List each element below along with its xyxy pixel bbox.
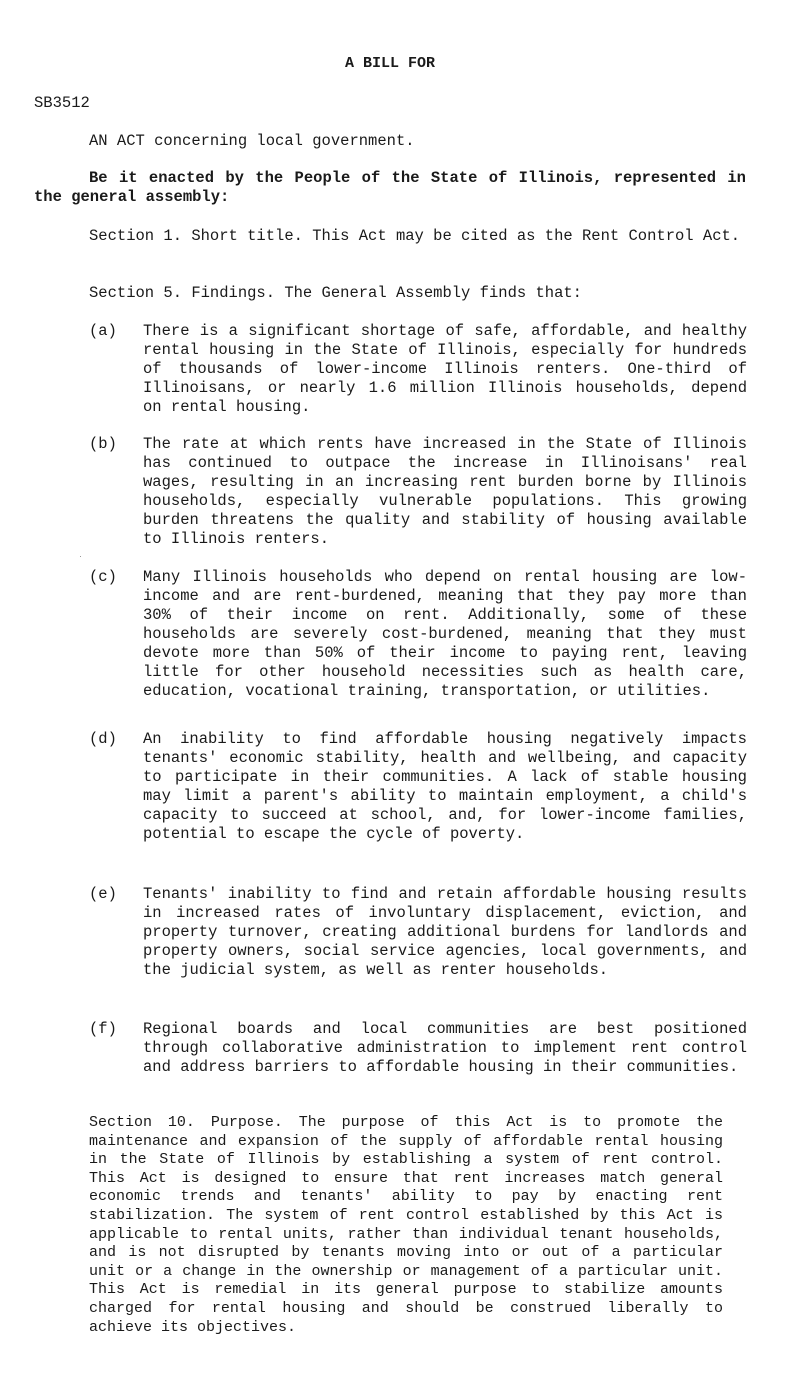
finding-label: (b) — [89, 435, 117, 453]
section-10-purpose: Section 10. Purpose. The purpose of this Act is to promote the maintenance and expansion of the supply of affordable rental housing in the State of Illinois by establishing a system of rent control. This Act is designed to ensure that rent increases match general economic trends and tenants' ability to pay by enacting rent stabilization. The system of rent control established by this Act is applicable to rental units, rather than individual tenant households, and is not disrupted by tenants moving into or out of a particular unit or a change in the ownership or management of a particular unit. This Act is remedial in its general purpose to stabilize amounts charged for rental housing and should be construed liberally to achieve its objectives. — [89, 1114, 723, 1336]
finding-text: Many Illinois households who depend on rental housing are low-income and are rent-burdened, meaning that they pay more than 30% of their income on rent. Additionally, some of these households are severely cost-burdened, meaning that they must devote more than 50% of their income to paying rent, leaving little for other household necessities such as health care, education, vocational training, transportation, or utilities. — [143, 568, 747, 700]
finding-text: An inability to find affordable housing negatively impacts tenants' economic stability, health and wellbeing, and capacity to participate in their communities. A lack of stable housing may limit a parent's ability to maintain employment, a child's capacity to succeed at school, and, for lower-income families, potential to escape the cycle of poverty. — [143, 730, 747, 843]
finding-label: (a) — [89, 322, 117, 340]
finding-label: (c) — [89, 568, 117, 586]
finding-text: The rate at which rents have increased in the State of Illinois has continued to outpace the increase in Illinoisans' real wages, resulting in an increasing rent burden borne by Illinois households, especially vulnerable populations. This growing burden threatens the quality and stability of housing available to Illinois renters. — [143, 435, 747, 548]
finding-text: There is a significant shortage of safe, affordable, and healthy rental housing in the State of Illinois, especially for hundreds of thousands of lower-income Illinois renters. One-third of Illinoisans, or nearly 1.6 million Illinois households, depend on rental housing. — [143, 322, 747, 416]
bill-heading: A BILL FOR — [344, 55, 435, 72]
section-1-short-title: Section 1. Short title. This Act may be cited as the Rent Control Act. — [89, 227, 741, 245]
scan-speck — [80, 556, 81, 557]
section-5-intro: Section 5. Findings. The General Assembly finds that: — [89, 284, 582, 302]
finding-text: Regional boards and local communities are best positioned through collaborative administration to implement rent control and address barriers to affordable housing in their communities. — [143, 1020, 747, 1076]
finding-label: (d) — [89, 730, 117, 748]
finding-label: (e) — [89, 885, 117, 903]
enacting-clause: Be it enacted by the People of the State of Illinois, represented in the general assembly: — [34, 169, 746, 206]
bill-number: SB3512 — [34, 94, 90, 112]
finding-text: Tenants' inability to find and retain affordable housing results in increased rates of involuntary displacement, eviction, and property turnover, creating additional burdens for landlords and property owners, social service agencies, local governments, and the judicial system, as well as renter households. — [143, 885, 747, 979]
act-title: AN ACT concerning local government. — [89, 132, 415, 150]
finding-label: (f) — [89, 1020, 117, 1038]
